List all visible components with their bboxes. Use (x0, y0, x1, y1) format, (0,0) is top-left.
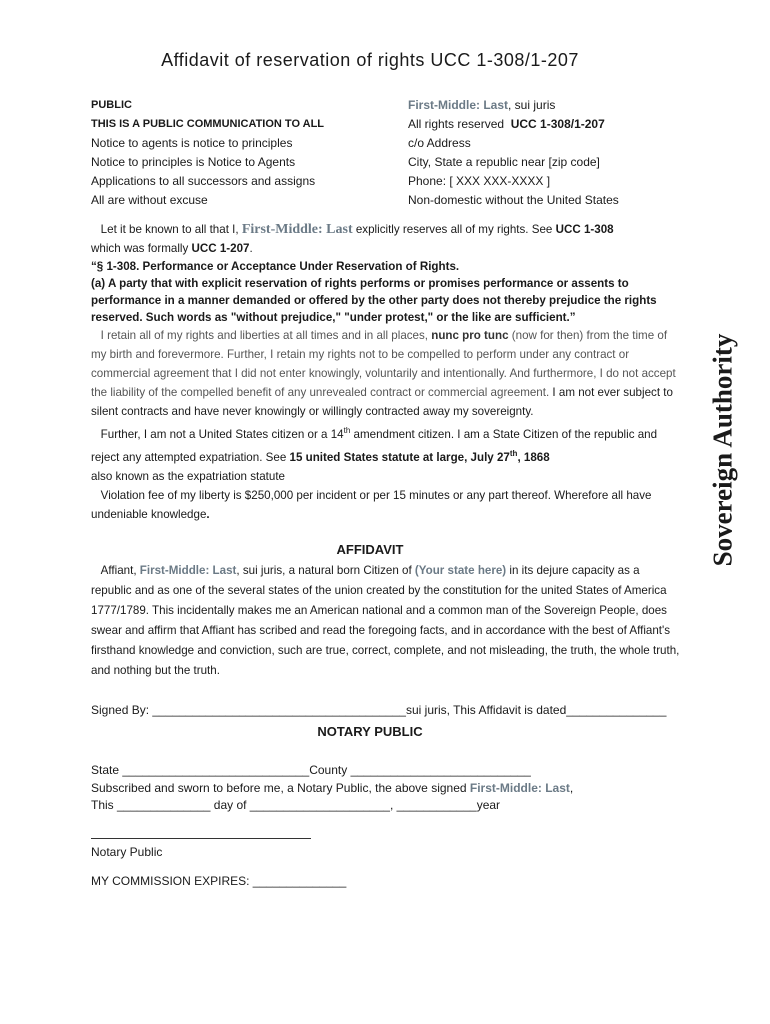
header-name-suffix: , sui juris (508, 98, 556, 112)
header-name: First-Middle: Last (408, 98, 509, 112)
affidavit-name: First-Middle: Last (139, 564, 237, 577)
p3-text-b: amendment citizen. I am a State Citizen of the republic and reject any attempted expatriation. See (91, 427, 658, 464)
p1-text-b: explicitly reserves all of my rights. See (352, 223, 556, 236)
aff-text-b: , sui juris, a natural born Citizen of (236, 564, 415, 577)
paragraph-violation-fee (91, 486, 683, 524)
notary-sub-a: Subscribed and sworn to before me, a Notary Public, the above signed (91, 780, 470, 795)
header-city: City, State a republic near [zip code] (408, 155, 600, 169)
p2-text-c: I am not ever subject to silent contracts and have never knowingly or willingly contracted away my sovereignty. (91, 386, 673, 418)
p3-text-a: Further, I am not a United States citizen or a 14 (100, 427, 344, 441)
notary-subscribed-line (91, 780, 691, 798)
p2-text-b: (now for then) from the time of my birth and forevermore. Further, I retain my rights not to be compelled to perform under any contract or commercial agreement that I did not enter knowingly, voluntarily and intentionally. And furthermore, I do not accept the liability of the compelled benefit of any unrevealed contract or commercial agreement. (91, 329, 676, 399)
p4-end: . (206, 507, 210, 521)
body-section (91, 220, 683, 524)
header-public: PUBLIC (91, 99, 132, 111)
paragraph-retain-rights (91, 326, 683, 421)
header-domicile: Non-domestic without the United States (408, 193, 619, 207)
affidavit-paragraph (91, 561, 683, 681)
p1-name: First-Middle: Last (241, 222, 353, 237)
header-rights-line (408, 115, 708, 134)
p1-code: UCC 1-308 (555, 223, 614, 236)
affidavit-state: (Your state here) (414, 564, 507, 577)
header-left-block (91, 96, 391, 210)
affidavit-heading: AFFIDAVIT (336, 542, 404, 557)
aff-text-c: in its dejure capacity as a republic and as one of the several states of the union created by the constitution for the united States of America 1777/1789. This incidentally makes me an American national and a common man of the Sovereign People, does swear and affirm that Affiant has scribed and read the foregoing facts, and in accordance with the best of Affiant's firsthand knowledge and conviction, such are true, correct, complete, and not misleading, the truth, the whole truth, and nothing but the truth. (91, 564, 680, 677)
quote-text: (a) A party that with explicit reservation of rights performs or promises performance or assents to performance in a manner demanded or offered by the other party does not thereby prejudice the rights reserved. Such words as "without prejudice," "under protest," or the like are sufficient.” (91, 277, 657, 324)
header-notice-principles: Notice to principles is Notice to Agents (91, 155, 296, 169)
p3-sup2: th (509, 448, 518, 458)
paragraph-citizenship (91, 421, 683, 486)
header-without-excuse: All are without excuse (91, 193, 208, 207)
p3-text-c: also known as the expatriation statute (91, 469, 285, 483)
header-rights-text: All rights reserved (408, 117, 505, 131)
aff-text-a: Affiant, (100, 564, 140, 577)
header-right-block (408, 96, 708, 210)
side-brand-text: Sovereign Authority (707, 333, 738, 567)
notary-signature-rule[interactable] (91, 838, 311, 839)
commission-expires-line[interactable]: MY COMMISSION EXPIRES: ______________ (91, 874, 347, 888)
p3-sup: th (343, 426, 351, 435)
notary-block (91, 762, 691, 815)
p4-text: Violation fee of my liberty is $250,000 per incident or per 15 minutes or any part thereof. Wherefore all have undeniable knowledge (91, 488, 652, 521)
p1-text-d: . (249, 242, 253, 255)
header-notice-agents: Notice to agents is notice to principles (91, 136, 293, 150)
header-rights-code: UCC 1-308/1-207 (510, 117, 605, 131)
notary-sub-name: First-Middle: Last (469, 780, 570, 795)
notary-public-label: Notary Public (91, 845, 163, 859)
notary-sub-b: , (569, 780, 574, 795)
header-name-line (408, 96, 708, 115)
paragraph-reservation (91, 220, 683, 258)
header-address: c/o Address (408, 136, 471, 150)
p1-text-a: Let it be known to all that I, (100, 223, 242, 236)
notary-date-line[interactable]: This ______________ day of _____________________, ____________year (91, 798, 501, 812)
p1-code2: UCC 1-207 (191, 242, 250, 255)
quote-heading: “§ 1-308. Performance or Acceptance Under Reservation of Rights. (91, 260, 460, 273)
p2-bold: nunc pro tunc (431, 329, 509, 342)
p2-text-a: I retain all of my rights and liberties at all times and in all places, (100, 329, 432, 342)
p3-statute: 15 united States statute at large, July 27 (289, 450, 510, 464)
header-applications: Applications to all successors and assigns (91, 174, 316, 188)
p1-text-c: which was formally (91, 242, 192, 255)
p3-statute-year: , 1868 (517, 450, 550, 464)
notary-state-county-line[interactable]: State ____________________________County ___________________________ (91, 763, 531, 777)
signature-line[interactable]: Signed By: ______________________________________sui juris, This Affidavit is dated_______________ (91, 703, 667, 717)
document-title: Affidavit of reservation of rights UCC 1-308/1-207 (161, 50, 579, 70)
notary-heading: NOTARY PUBLIC (317, 724, 423, 739)
header-phone: Phone: [ XXX XXX-XXXX ] (408, 174, 551, 188)
header-communication: THIS IS A PUBLIC COMMUNICATION TO ALL (91, 118, 325, 130)
